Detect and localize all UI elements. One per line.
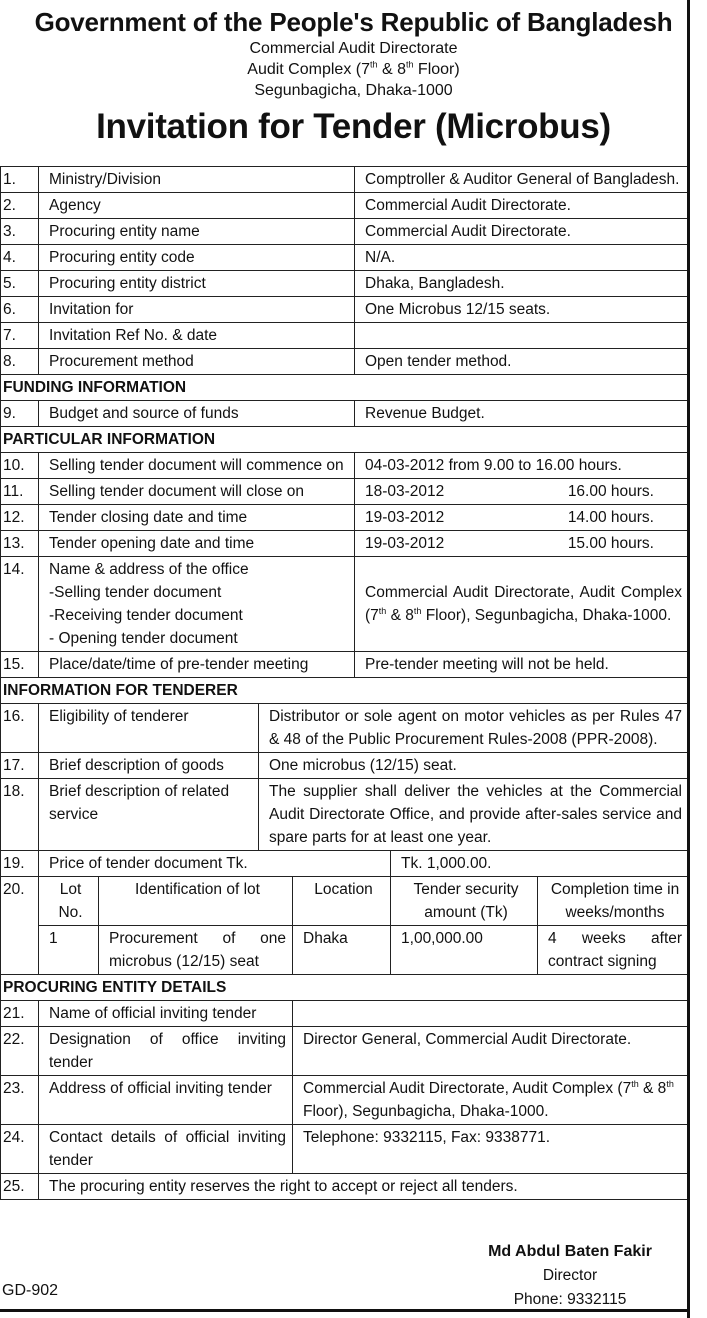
table-row: 11. Selling tender document will close on 18-03-2012 16.00 hours. [1, 479, 689, 505]
table-row: 18. Brief description of related service The supplier shall deliver the vehicles at the Commercial Audit Directorate Office, and provide after-sales service and spare parts for at least one year. [1, 779, 689, 851]
lot-data-row: 1 Procurement of one microbus (12/15) seat Dhaka 1,00,000.00 4 weeks after contract signing [1, 926, 689, 975]
table-row: 24. Contact details of official inviting tender Telephone: 9332115, Fax: 9338771. [1, 1125, 689, 1174]
section-tenderer: INFORMATION FOR TENDERER [1, 678, 689, 704]
directorate-name: Commercial Audit Directorate [249, 40, 458, 57]
table-row: 21. Name of official inviting tender [1, 1001, 689, 1027]
address-complex: Audit Complex (7th & 8th Floor) [247, 59, 460, 78]
table-row: 1. Ministry/Division Comptroller & Auditor General of Bangladesh. [1, 167, 689, 193]
right-border [687, 0, 707, 1318]
table-row: 19. Price of tender document Tk. Tk. 1,000.00. [1, 851, 689, 877]
table-row: 12. Tender closing date and time 19-03-2012 14.00 hours. [1, 505, 689, 531]
tender-table-frame [0, 166, 688, 1200]
table-row: 9. Budget and source of funds Revenue Budget. [1, 401, 689, 427]
table-row: 14. Name & address of the office -Selling tender document -Receiving tender document - Opening tender document Commercial Audit Directorate, Audit Complex (7th & 8th Floor), Segunbagicha, Dhaka-1000. [1, 557, 689, 652]
gd-number: GD-902 [2, 1282, 59, 1299]
section-entity: PROCURING ENTITY DETAILS [1, 975, 689, 1001]
table-row: 5. Procuring entity district Dhaka, Bangladesh. [1, 271, 689, 297]
table-tenderer [0, 703, 689, 851]
page-title: Invitation for Tender (Microbus) [96, 107, 611, 146]
table-row: 13. Tender opening date and time 19-03-2012 15.00 hours. [1, 531, 689, 557]
table-general [0, 166, 689, 704]
table-row: 8. Procurement method Open tender method. [1, 349, 689, 375]
table-row: 7. Invitation Ref No. & date [1, 323, 689, 349]
table-row: 4. Procuring entity code N/A. [1, 245, 689, 271]
table-row: 15. Place/date/time of pre-tender meeting Pre-tender meeting will not be held. [1, 652, 689, 678]
document-header [0, 0, 707, 149]
table-row: 2. Agency Commercial Audit Directorate. [1, 193, 689, 219]
table-row: 6. Invitation for One Microbus 12/15 seats. [1, 297, 689, 323]
signature-block [0, 1240, 688, 1310]
table-row: 25. The procuring entity reserves the right to accept or reject all tenders. [1, 1174, 689, 1200]
signatory-name: Md Abdul Baten Fakir [488, 1243, 652, 1260]
bottom-border [0, 1309, 688, 1312]
table-lot [0, 850, 689, 1001]
signatory-title: Director [542, 1267, 598, 1284]
section-funding: FUNDING INFORMATION [1, 375, 689, 401]
address-city: Segunbagicha, Dhaka-1000 [254, 82, 453, 99]
table-row: 22. Designation of office inviting tender Director General, Commercial Audit Directorate. [1, 1027, 689, 1076]
government-title: Government of the People's Republic of Bangladesh [34, 7, 673, 37]
table-entity [0, 1000, 689, 1200]
lot-header-row: 20. Lot No. Identification of lot Location Tender security amount (Tk) Completion time in weeks/months [1, 877, 689, 926]
table-row: 10. Selling tender document will commence on 04-03-2012 from 9.00 to 16.00 hours. [1, 453, 689, 479]
table-row: 16. Eligibility of tenderer Distributor or sole agent on motor vehicles as per Rules 47 & 48 of the Public Procurement Rules-2008 (PPR-2008). [1, 704, 689, 753]
table-row: 3. Procuring entity name Commercial Audit Directorate. [1, 219, 689, 245]
signatory-phone: Phone: 9332115 [513, 1291, 627, 1308]
table-row: 17. Brief description of goods One microbus (12/15) seat. [1, 753, 689, 779]
table-row: 23. Address of official inviting tender Commercial Audit Directorate, Audit Complex (7th & 8th Floor), Segunbagicha, Dhaka-1000. [1, 1076, 689, 1125]
section-particular: PARTICULAR INFORMATION [1, 427, 689, 453]
